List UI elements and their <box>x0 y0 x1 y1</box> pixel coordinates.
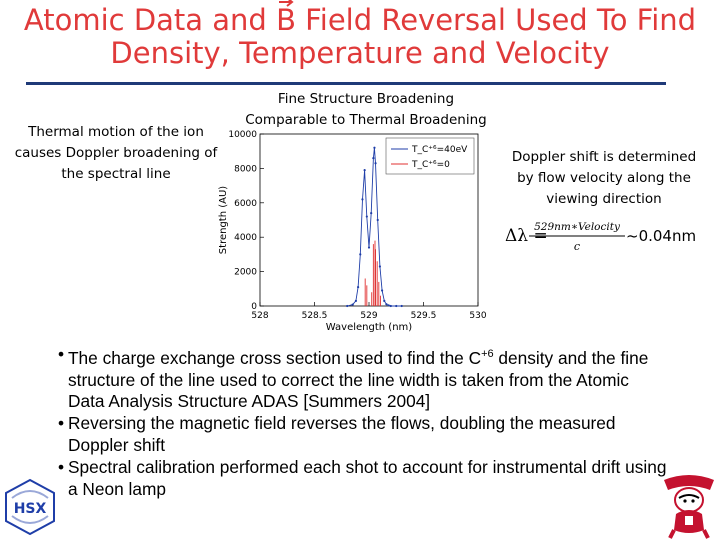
series-0-point <box>359 253 361 255</box>
legend-label-series-1: T_C⁺⁶=0 <box>412 160 450 170</box>
bullet-item <box>58 457 668 501</box>
x-tick-label: 530 <box>469 311 487 321</box>
series-0-point <box>377 219 379 221</box>
thermal-caption-line-3: the spectral line <box>61 166 171 182</box>
legend-label-series-0: T_C⁺⁶=40eV <box>412 145 468 155</box>
doppler-caption <box>494 147 714 210</box>
y-tick-label: 6000 <box>234 198 257 209</box>
badger-eye-left <box>683 499 686 502</box>
series-0-point <box>355 300 357 302</box>
formula-lhs: Δλ = <box>505 226 548 246</box>
x-axis-label: Wavelength (nm) <box>325 322 413 333</box>
fine-caption-line-1: Fine Structure Broadening <box>277 91 455 107</box>
vector-b <box>276 4 296 37</box>
y-tick-label: 0 <box>251 302 257 312</box>
bullet-item <box>58 344 668 413</box>
legend <box>386 138 474 174</box>
series-0-point <box>381 289 383 291</box>
series-0-point <box>370 212 372 214</box>
slide-title <box>0 4 720 70</box>
bullet-text-continued: density and the fine structure of the line used to correct the line width is taken from the Atomic Data Analysis Structure ADAS [Summers 2004] <box>68 347 649 412</box>
title-underline <box>26 82 666 85</box>
bullet-text: Spectral calibration performed each shot to account for instrumental drift using a Neon lamp <box>68 456 667 499</box>
badger-mascot-logo <box>658 470 720 540</box>
fine-caption-line-2: Comparable to Thermal Broadening <box>245 112 487 128</box>
series-0-point <box>401 305 403 307</box>
hsx-logo <box>2 478 58 536</box>
series-0-point <box>364 169 366 171</box>
series-0-point <box>352 304 354 306</box>
doppler-shift-formula <box>505 215 720 259</box>
series-0-point <box>390 305 392 307</box>
x-tick-label: 528 <box>251 311 269 321</box>
y-axis-label: Strength (AU) <box>218 185 229 255</box>
bullet-list <box>58 344 668 500</box>
doppler-caption-line-3: viewing direction <box>546 191 662 207</box>
series-0-point <box>385 303 387 305</box>
vector-arrow-icon <box>278 0 294 7</box>
formula-rhs: ~0.04nm <box>626 227 697 245</box>
y-tick-label: 8000 <box>234 164 257 175</box>
series-0-point <box>379 265 381 267</box>
y-tick-label: 4000 <box>234 233 257 244</box>
series-0-point <box>373 147 375 149</box>
bullet-text: Reversing the magnetic field reverses the flows, doubling the measured Doppler shift <box>68 413 616 455</box>
fine-structure-caption <box>225 89 507 131</box>
bullet-dot: • <box>58 344 65 364</box>
bullet-item <box>58 413 668 457</box>
series-0-point <box>374 162 376 164</box>
y-ticks <box>228 130 264 312</box>
bullet-dot: • <box>58 413 65 434</box>
badger-head <box>675 488 703 512</box>
title-text-post: Field Reversal Used To Find <box>295 3 697 37</box>
series-0-point <box>372 157 374 159</box>
x-tick-label: 528.5 <box>301 311 328 321</box>
thermal-caption-line-1: Thermal motion of the ion <box>28 124 204 140</box>
series-0-point <box>361 198 363 200</box>
bullet-dot: • <box>58 456 65 477</box>
badger-sweater-letter <box>685 516 693 525</box>
title-line-1 <box>0 4 720 37</box>
spectral-line-chart <box>216 128 490 334</box>
series-0-point <box>388 304 390 306</box>
series-0-point <box>368 246 370 248</box>
title-line-2: Density, Temperature and Velocity <box>110 36 610 70</box>
x-tick-label: 529.5 <box>410 311 437 321</box>
thermal-caption-line-2: causes Doppler broadening of <box>14 145 218 161</box>
bullet-superscript: +6 <box>481 348 494 360</box>
badger-eye-right <box>691 499 694 502</box>
formula-denominator: c <box>573 240 581 253</box>
series-0-point <box>395 305 397 307</box>
title-text-pre: Atomic Data and <box>23 3 277 37</box>
series-0-point <box>383 300 385 302</box>
bullet-text: The charge exchange cross section used to find the C <box>68 347 482 368</box>
thermal-caption <box>4 122 228 185</box>
doppler-caption-line-2: by flow velocity along the <box>517 170 691 186</box>
y-tick-label: 2000 <box>234 267 257 278</box>
vector-b-letter: B <box>276 3 296 37</box>
y-tick-label: 10000 <box>228 130 257 140</box>
hsx-logo-text: HSX <box>13 501 47 517</box>
formula-numerator: 529nm∗Velocity <box>534 221 620 233</box>
x-tick-label: 529 <box>360 311 378 321</box>
series-0-point <box>357 286 359 288</box>
series-0-point <box>366 215 368 217</box>
doppler-caption-line-1: Doppler shift is determined <box>511 149 697 165</box>
series-0-point <box>346 305 348 307</box>
